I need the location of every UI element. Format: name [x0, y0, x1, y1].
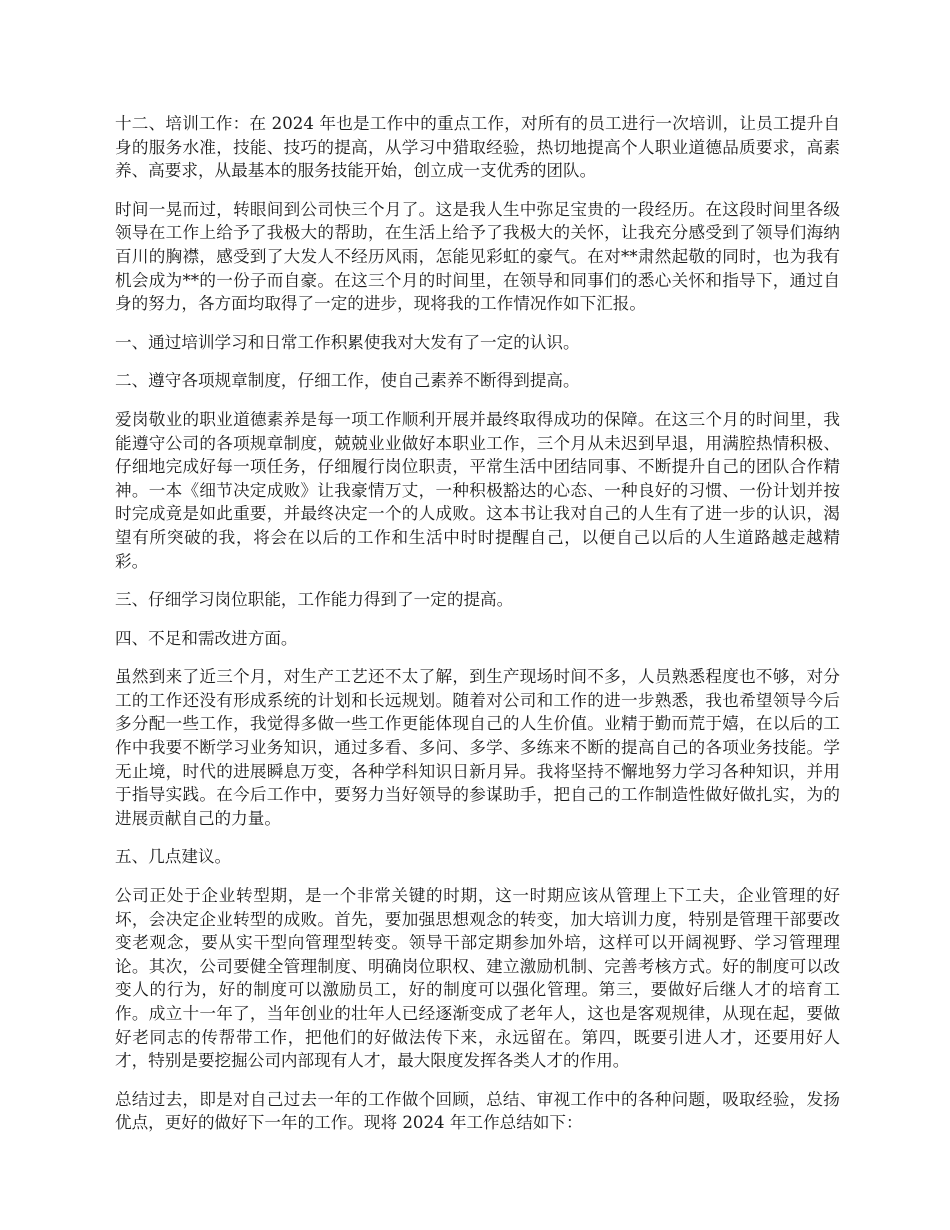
section-heading-five: 五、几点建议。	[115, 847, 232, 867]
section-heading-one: 一、通过培训学习和日常工作积累使我对大发有了一定的认识。	[115, 332, 580, 352]
paragraph-conclusion: 总结过去，即是对自己过去一年的工作做个回顾，总结、审视工作中的各种问题，吸取经验，发扬优点，更好的做好下一年的工作。现将 2024 年工作总结如下：	[115, 1089, 840, 1133]
paragraph-training-work: 十二、培训工作：在 2024 年也是工作中的重点工作，对所有的员工进行一次培训，让员工提升自身的服务水准，技能、技巧的提高，从学习中猎取经验，热切地提高个人职业道德品质要求，高素养、高要求，从最基本的服务技能开始，创立成一支优秀的团队。	[115, 114, 840, 181]
paragraph-shortcomings: 虽然到来了近三个月，对生产工艺还不太了解，到生产现场时间不多，人员熟悉程度也不够，对分工的工作还没有形成系统的计划和长远规划。随着对公司和工作的进一步熟悉，我也希望领导今后多分配一些工作，我觉得多做一些工作更能体现自己的人生价值。业精于勤而荒于嬉，在以后的工作中我要不断学习业务知识，通过多看、多问、多学、多练来不断的提高自己的各项业务技能。学无止境，时代的进展瞬息万变，各种学科知识日新月异。我将坚持不懈地努力学习各种知识，并用于指导实践。在今后工作中，要努力当好领导的参谋助手，把自己的工作制造性做好做扎实，为的进展贡献自己的力量。	[115, 667, 840, 828]
section-heading-two: 二、遵守各项规章制度，仔细工作，使自己素养不断得到提高。	[115, 371, 580, 391]
section-heading-four: 四、不足和需改进方面。	[115, 628, 298, 648]
paragraph-professional-ethics: 爱岗敬业的职业道德素养是每一项工作顺利开展并最终取得成功的保障。在这三个月的时间里，我能遵守公司的各项规章制度，兢兢业业做好本职业工作，三个月从未迟到早退，用满腔热情积极、仔细地完成好每一项任务，仔细履行岗位职责，平常生活中团结同事、不断提升自己的团队合作精神。一本《细节决定成败》让我豪情万丈，一种积极豁达的心态、一种良好的习惯、一份计划并按时完成竟是如此重要，并最终决定一个的人成败。这本书让我对自己的人生有了进一步的认识，渴望有所突破的我，将会在以后的工作和生活中时时提醒自己，以便自己以后的人生道路越走越精彩。	[115, 409, 840, 571]
section-heading-three: 三、仔细学习岗位职能，工作能力得到了一定的提高。	[115, 590, 514, 610]
paragraph-introduction: 时间一晃而过，转眼间到公司快三个月了。这是我人生中弥足宝贵的一段经历。在这段时间里各级领导在工作上给予了我极大的帮助，在生活上给予了我极大的关怀，让我充分感受到了领导们海纳百川的胸襟，感受到了大发人不经历风雨，怎能见彩虹的豪气。在对**肃然起敬的同时，也为我有机会成为**的一份子而自豪。在这三个月的时间里，在领导和同事们的悉心关怀和指导下，通过自身的努力，各方面均取得了一定的进步，现将我的工作情况作如下汇报。	[115, 199, 840, 314]
document-page	[115, 112, 840, 1150]
paragraph-suggestions: 公司正处于企业转型期，是一个非常关键的时期，这一时期应该从管理上下工夫，企业管理的好坏，会决定企业转型的成败。首先，要加强思想观念的转变，加大培训力度，特别是管理干部要改变老观念，要从实干型向管理型转变。领导干部定期参加外培，这样可以开阔视野、学习管理理论。其次，公司要健全管理制度、明确岗位职权、建立激励机制、完善考核方式。好的制度可以改变人的行为，好的制度可以激励员工，好的制度可以强化管理。第三，要做好后继人才的培育工作。成立十一年了，当年创业的壮年人已经逐渐变成了老年人，这也是客观规律，从现在起，要做好老同志的传帮带工作，把他们的好做法传下来，永远留在。第四，既要引进人才，还要用好人才，特别是要挖掘公司内部现有人才，最大限度发挥各类人才的作用。	[115, 886, 840, 1071]
